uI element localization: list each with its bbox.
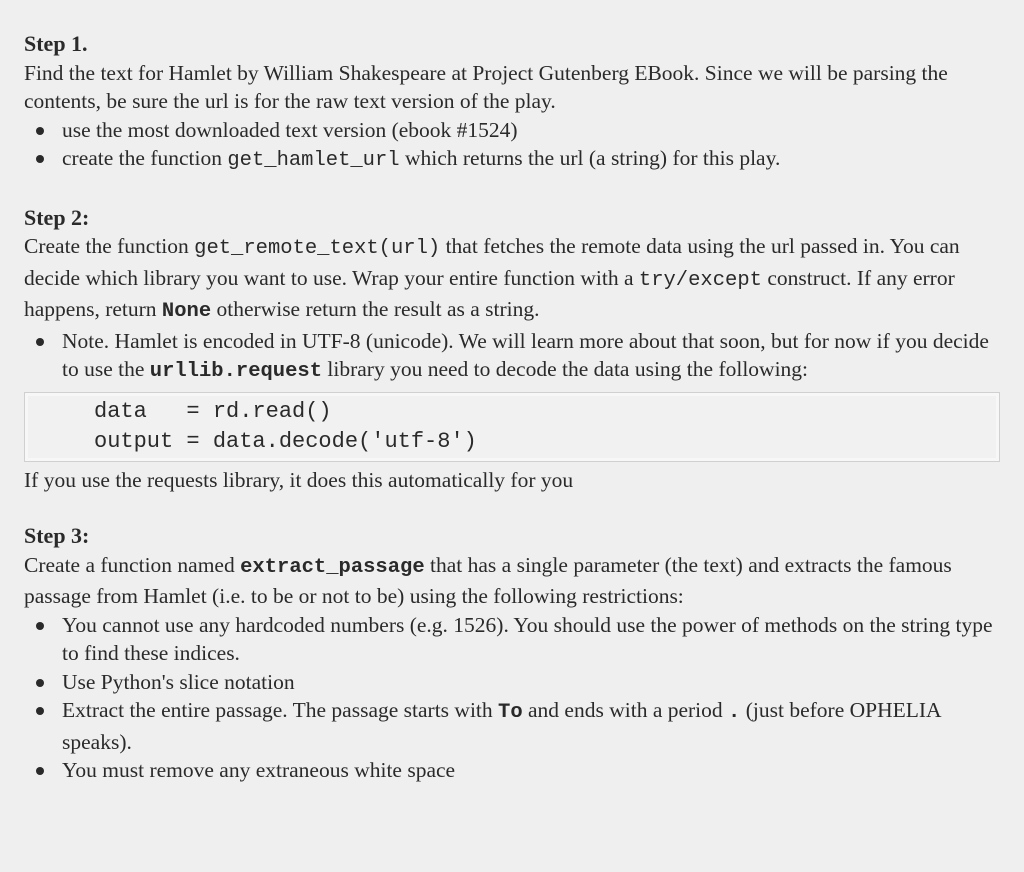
code-get-remote-text: get_remote_text(url) <box>194 237 441 260</box>
step-3-text-a: Create a function named <box>24 552 241 577</box>
step-3-paragraph <box>24 551 1000 611</box>
step-2-list <box>24 327 1000 387</box>
step-3-section <box>24 522 1000 785</box>
step-2-title: Step 2: <box>24 204 90 230</box>
step-2-section <box>24 204 1000 495</box>
step-3-bullet-3-rest: (just before OPHELIA speaks). <box>62 698 941 754</box>
step-3-bullet-2: Use Python's slice notation <box>62 669 295 694</box>
step-1-list <box>24 116 1000 176</box>
code-period: . <box>728 701 741 724</box>
code-block <box>24 392 1000 462</box>
step-3-title: Step 3: <box>24 523 90 548</box>
step-3-text-b: that has a single parameter (the text) and extracts the famous passage from Hamlet (i.e. to be or not to be) using the following restrictions: <box>24 552 952 608</box>
step-3-bullet-4: You must remove any extraneous white space <box>62 758 456 782</box>
step-2-text-a: Create the function <box>24 234 195 258</box>
list-item <box>62 327 1000 387</box>
step-2-text-b: that fetches the remote data using the url passed in. You can decide which library you want to use. Wrap your entire function with a <box>24 234 960 290</box>
list-item <box>62 116 1000 145</box>
step-3-bullet-3-text: Extract the entire passage. The passage starts with <box>62 698 499 722</box>
code-line-1: data = rd.read() <box>94 398 332 424</box>
code-extract-passage: extract_passage <box>240 555 425 579</box>
step-2-text-d: otherwise return the result as a string. <box>211 297 540 321</box>
code-to: To <box>498 701 523 724</box>
list-item <box>62 756 1000 785</box>
step-2-bullet-rest: library you need to decode the data using the following: <box>322 357 809 381</box>
list-item <box>62 668 1000 697</box>
code-block-content <box>28 396 996 458</box>
step-3-bullet-3-mid: and ends with a period <box>522 698 729 722</box>
code-try-except: try/except <box>638 268 762 292</box>
code-line-2: output = data.decode('utf-8') <box>94 428 477 454</box>
step-1-title: Step 1. <box>24 31 88 56</box>
step-2-bullet-text: Note. Hamlet is encoded in UTF-8 (unicode). We will learn more about that soon, but for now if you decide to use the <box>62 328 989 381</box>
step-2-paragraph <box>24 232 1000 327</box>
step-1-bullet-1: use the most downloaded text version (ebook #1524) <box>62 117 518 142</box>
step-2-after-code: If you use the requests library, it does this automatically for you <box>24 467 574 492</box>
code-none: None <box>161 300 212 323</box>
step-1-bullet-2-text: create the function <box>62 146 228 170</box>
list-item <box>62 611 1000 668</box>
step-3-bullet-1: You cannot use any hardcoded numbers (e.g. 1526). You should use the power of methods on the string type to find these indices. <box>62 612 993 665</box>
list-item <box>62 696 1000 756</box>
step-1-paragraph: Find the text for Hamlet by William Shakespeare at Project Gutenberg EBook. Since we will be parsing the contents, be sure the url is for the raw text version of the play. <box>24 60 948 113</box>
list-item <box>62 144 1000 176</box>
code-get-hamlet-url: get_hamlet_url <box>227 149 400 172</box>
step-1-section <box>24 30 1000 176</box>
code-urllib-request: urllib.request <box>149 360 323 383</box>
step-2-text-c: construct. If any error happens, return <box>24 265 955 321</box>
step-3-list <box>24 611 1000 785</box>
step-1-bullet-2-rest: which returns the url (a string) for this play. <box>399 146 781 170</box>
